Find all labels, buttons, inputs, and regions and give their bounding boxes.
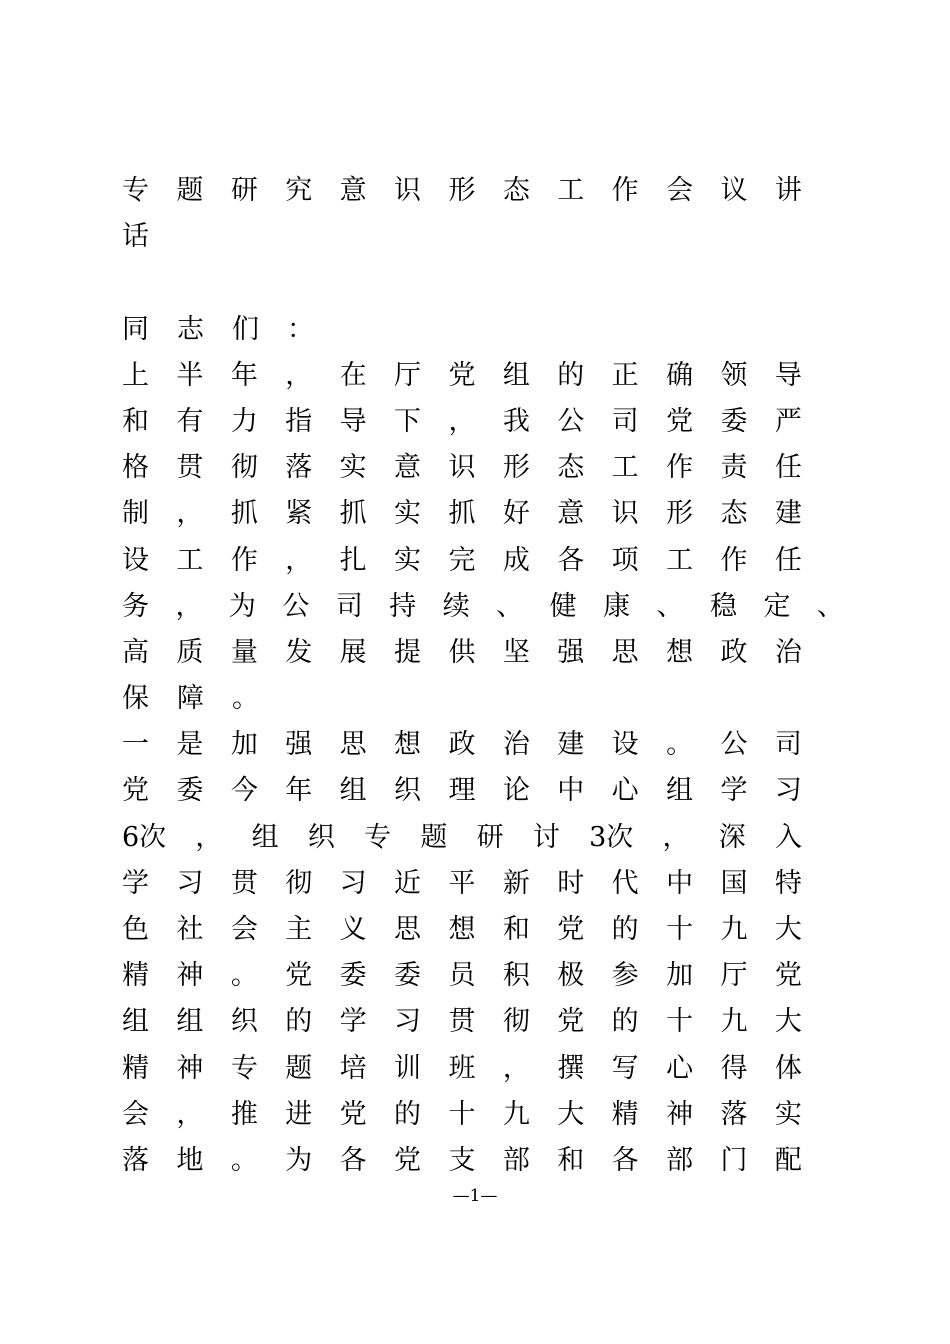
text-char: 思 [611, 636, 639, 668]
text-char: 设 [611, 729, 639, 761]
body-line [122, 999, 802, 1045]
text-char: 配 [774, 1144, 802, 1176]
text-char: 精 [122, 1052, 149, 1084]
text-char: 十 [666, 914, 694, 945]
text-char: 党 [666, 405, 694, 437]
text-char: 保 [122, 683, 149, 715]
text-char: 6次 [122, 821, 167, 853]
text-char: ， [195, 821, 223, 853]
text-char: 定 [763, 590, 791, 622]
text-char: 党 [557, 914, 585, 945]
text-char: 供 [448, 636, 476, 668]
text-char: ， [448, 405, 476, 437]
text-char: 强 [557, 636, 585, 668]
text-char: 为 [285, 1144, 313, 1176]
text-char: 会 [122, 1098, 149, 1130]
text-char: 加 [666, 960, 694, 992]
text-char: 织 [230, 1006, 258, 1038]
text-char: 责 [720, 452, 748, 484]
text-char: 任 [774, 452, 802, 484]
text-char: 成 [502, 544, 530, 576]
body-line [122, 399, 802, 445]
text-char: 大 [557, 1098, 585, 1130]
text-char: 组 [251, 821, 279, 853]
text-char: 设 [122, 544, 149, 576]
text-char: 论 [502, 775, 530, 807]
text-char: 落 [122, 1144, 149, 1176]
text-char: 专 [230, 1052, 258, 1084]
text-char: 支 [448, 1144, 476, 1176]
text-char: 党 [394, 1144, 422, 1176]
text-char: 实 [394, 544, 422, 576]
text-char: 项 [611, 544, 639, 576]
text-char: 领 [720, 359, 748, 391]
text-char: 积 [502, 960, 530, 992]
text-char: 志 [177, 313, 204, 345]
text-char: ， [285, 544, 313, 576]
text-char: ， [175, 590, 203, 622]
text-char: 坚 [502, 636, 530, 668]
text-char: 政 [720, 636, 748, 668]
text-char: 委 [339, 960, 367, 992]
text-char: 制 [122, 498, 149, 530]
text-char: 神 [176, 1052, 204, 1084]
body-line [122, 445, 802, 491]
text-char: 抓 [339, 498, 367, 530]
text-char: 的 [557, 359, 585, 391]
text-char: 班 [448, 1052, 476, 1084]
text-char: 下 [394, 405, 422, 437]
text-char: 量 [230, 636, 258, 668]
text-char: 党 [557, 1006, 585, 1038]
text-char: 态 [502, 175, 530, 206]
text-char: 落 [720, 1098, 748, 1130]
text-char: 强 [285, 729, 313, 761]
text-char: 是 [176, 729, 204, 761]
text-char: 实 [774, 1098, 802, 1130]
text-char: 讨 [532, 821, 560, 853]
text-char: 态 [720, 498, 748, 530]
text-char: 员 [448, 960, 476, 992]
text-char: 的 [285, 1006, 313, 1038]
text-char: 彻 [230, 452, 258, 484]
text-char: 工 [557, 175, 585, 206]
text-char: 的 [611, 1006, 639, 1038]
text-char: 作 [666, 452, 694, 484]
body-line [122, 1138, 802, 1184]
text-char: 特 [774, 867, 802, 899]
text-char: 务 [122, 590, 149, 622]
text-char: 想 [394, 729, 422, 761]
text-char: 、 [816, 590, 844, 622]
text-char: 委 [176, 775, 204, 807]
text-char: 我 [502, 405, 530, 437]
text-char: 公 [720, 729, 748, 761]
text-char: 极 [557, 960, 585, 992]
text-char: 训 [394, 1052, 422, 1084]
blank-line [122, 260, 802, 306]
text-char: 党 [339, 1098, 367, 1130]
text-char: 九 [720, 1006, 748, 1038]
text-char: 地 [176, 1144, 204, 1176]
text-char: 和 [502, 914, 530, 945]
text-char: 十 [666, 1006, 694, 1038]
text-char: 抓 [448, 498, 476, 530]
text-char: 彻 [285, 867, 313, 899]
text-char: 实 [339, 452, 367, 484]
text-char: 究 [285, 175, 313, 206]
text-char: 持 [389, 590, 417, 622]
text-char: 导 [774, 359, 802, 391]
text-char: 司 [611, 405, 639, 437]
text-char: 抓 [230, 498, 258, 530]
text-char: 会 [666, 175, 694, 206]
body-line [122, 861, 802, 907]
text-char: 党 [122, 775, 149, 807]
text-char: 任 [774, 544, 802, 576]
body-line [122, 630, 802, 676]
text-char: 建 [557, 729, 585, 761]
text-char: 贯 [448, 1006, 476, 1038]
text-char: 撰 [557, 1052, 585, 1084]
text-char: 义 [339, 914, 367, 945]
text-char: 工 [176, 544, 204, 576]
text-char: 得 [720, 1052, 748, 1084]
text-char: 织 [307, 821, 335, 853]
text-char: 3次 [589, 821, 634, 853]
text-char: 态 [557, 452, 585, 484]
text-char: 题 [420, 821, 448, 853]
text-char: 识 [394, 175, 422, 206]
text-char: 中 [666, 867, 694, 899]
text-char: 意 [557, 498, 585, 530]
text-char: 同 [122, 313, 149, 345]
text-char: 平 [448, 867, 476, 899]
text-char: 入 [774, 821, 802, 853]
text-char: 和 [122, 405, 149, 437]
text-char: 政 [448, 729, 476, 761]
text-char: 今 [230, 775, 258, 807]
text-char: 提 [394, 636, 422, 668]
text-char: 彻 [502, 1006, 530, 1038]
text-char: 司 [774, 729, 802, 761]
text-char: 进 [285, 1098, 313, 1130]
text-char: 委 [394, 960, 422, 992]
text-char: 落 [285, 452, 313, 484]
text-char: 正 [611, 359, 639, 391]
text-char: ， [662, 821, 690, 853]
text-char: 建 [774, 498, 802, 530]
text-char: 党 [285, 960, 313, 992]
text-char: 形 [666, 498, 694, 530]
title-line-2 [122, 214, 802, 260]
text-char: 有 [176, 405, 204, 437]
body-line [122, 768, 802, 814]
text-char: 写 [611, 1052, 639, 1084]
body-line [122, 538, 802, 584]
text-char: 厅 [720, 960, 748, 992]
text-char: 年 [230, 359, 258, 391]
text-char: 识 [611, 498, 639, 530]
text-char: 实 [394, 498, 422, 530]
text-char: 公 [282, 590, 310, 622]
text-char: 稳 [709, 590, 737, 622]
text-char: 党 [774, 960, 802, 992]
text-char: 专 [122, 175, 149, 206]
text-char: 大 [774, 914, 802, 945]
text-char: 习 [176, 867, 204, 899]
text-char: 。 [232, 683, 259, 715]
text-char: 研 [476, 821, 504, 853]
text-char: 织 [394, 775, 422, 807]
text-char: 想 [448, 914, 476, 945]
text-char: 确 [666, 359, 694, 391]
text-char: 作 [720, 544, 748, 576]
text-char: 司 [335, 590, 363, 622]
text-char: 意 [394, 452, 422, 484]
text-char: 扎 [339, 544, 367, 576]
text-char: 公 [557, 405, 585, 437]
text-char: 的 [394, 1098, 422, 1130]
text-char: 康 [603, 590, 631, 622]
text-char: 。 [230, 960, 258, 992]
body-line [122, 676, 802, 722]
body-line [122, 815, 802, 861]
text-char: 高 [122, 636, 149, 668]
text-char: 作 [611, 175, 639, 206]
text-char: 发 [285, 636, 313, 668]
text-char: 神 [176, 960, 204, 992]
text-char: 力 [230, 405, 258, 437]
text-char: 展 [339, 636, 367, 668]
text-char: 好 [502, 498, 530, 530]
text-char: 题 [176, 175, 204, 206]
text-char: 导 [339, 405, 367, 437]
body-line [122, 907, 802, 953]
text-char: 质 [176, 636, 204, 668]
text-char: 意 [339, 175, 367, 206]
text-char: 九 [502, 1098, 530, 1130]
text-char: 近 [394, 867, 422, 899]
text-char: 形 [502, 452, 530, 484]
text-char: 作 [230, 544, 258, 576]
document-text [122, 168, 844, 1184]
page-number: —1— [452, 1186, 498, 1206]
text-char: 社 [176, 914, 204, 945]
text-char: 一 [122, 729, 149, 761]
text-char: 代 [611, 867, 639, 899]
text-char: 贯 [230, 867, 258, 899]
text-char: 色 [122, 914, 149, 945]
text-char: 学 [122, 867, 149, 899]
text-char: 组 [176, 1006, 204, 1038]
text-char: 心 [611, 775, 639, 807]
text-char: 习 [339, 867, 367, 899]
text-char: 厅 [394, 359, 422, 391]
text-char: 九 [720, 914, 748, 945]
text-char: ， [176, 498, 204, 530]
text-char: ， [285, 359, 313, 391]
text-char: 培 [339, 1052, 367, 1084]
text-char: 十 [448, 1098, 476, 1130]
text-char: ， [502, 1052, 530, 1084]
body-line [122, 1092, 802, 1138]
text-char: 想 [666, 636, 694, 668]
text-char: 委 [720, 405, 748, 437]
title-line-1 [122, 168, 802, 214]
text-char: 主 [285, 914, 313, 945]
text-char: 和 [557, 1144, 585, 1176]
text-char: 精 [122, 960, 149, 992]
text-char: 国 [720, 867, 748, 899]
text-char: 在 [339, 359, 367, 391]
text-char: 新 [502, 867, 530, 899]
text-char: 严 [774, 405, 802, 437]
text-char: 、 [496, 590, 524, 622]
text-char: 障 [177, 683, 204, 715]
text-char: 续 [442, 590, 470, 622]
text-char: 上 [122, 359, 149, 391]
body-line [122, 953, 802, 999]
text-char: 的 [611, 914, 639, 945]
text-char: 议 [720, 175, 748, 206]
text-char: 、 [656, 590, 684, 622]
salutation [122, 307, 802, 353]
text-char: 学 [720, 775, 748, 807]
text-char: 组 [666, 775, 694, 807]
text-char: 精 [611, 1098, 639, 1130]
text-char: 学 [339, 1006, 367, 1038]
text-char: 指 [285, 405, 313, 437]
text-char: 。 [230, 1144, 258, 1176]
text-char: 推 [230, 1098, 258, 1130]
text-char: 体 [774, 1052, 802, 1084]
text-char: 思 [394, 914, 422, 945]
text-char: 讲 [774, 175, 802, 206]
text-char: 组 [339, 775, 367, 807]
text-char: 组 [122, 1006, 149, 1038]
text-char: 识 [448, 452, 476, 484]
text-char: 部 [502, 1144, 530, 1176]
text-char: ， [176, 1098, 204, 1130]
text-char: 紧 [285, 498, 313, 530]
text-char: 工 [611, 452, 639, 484]
text-char: 时 [557, 867, 585, 899]
text-char: 话 [122, 221, 149, 253]
text-char: 会 [230, 914, 258, 945]
text-char: 为 [228, 590, 256, 622]
text-char: 年 [285, 775, 313, 807]
text-char: 思 [339, 729, 367, 761]
text-char: 门 [720, 1144, 748, 1176]
body-line [122, 722, 802, 768]
text-char: 各 [611, 1144, 639, 1176]
text-char: 心 [666, 1052, 694, 1084]
text-char: 形 [448, 175, 476, 206]
text-char: 。 [666, 729, 694, 761]
text-char: 部 [666, 1144, 694, 1176]
text-char: 神 [666, 1098, 694, 1130]
text-char: 习 [774, 775, 802, 807]
text-char: 组 [502, 359, 530, 391]
text-char: 健 [549, 590, 577, 622]
text-char: 理 [448, 775, 476, 807]
text-char: 参 [611, 960, 639, 992]
body-line [122, 584, 844, 630]
text-char: 党 [448, 359, 476, 391]
text-char: 治 [774, 636, 802, 668]
text-char: 中 [557, 775, 585, 807]
text-char: 习 [394, 1006, 422, 1038]
text-char: 各 [339, 1144, 367, 1176]
body-line [122, 491, 802, 537]
text-char: 工 [666, 544, 694, 576]
text-char: 治 [502, 729, 530, 761]
body-line [122, 353, 802, 399]
text-char: 贯 [176, 452, 204, 484]
text-char: 半 [176, 359, 204, 391]
text-char: 研 [230, 175, 258, 206]
text-char: ： [287, 313, 314, 345]
text-char: 深 [718, 821, 746, 853]
text-char: 加 [230, 729, 258, 761]
body-line [122, 1046, 802, 1092]
text-char: 格 [122, 452, 149, 484]
text-char: 专 [364, 821, 392, 853]
text-char: 题 [285, 1052, 313, 1084]
text-char: 大 [774, 1006, 802, 1038]
text-char: 们 [232, 313, 259, 345]
text-char: 各 [557, 544, 585, 576]
text-char: 完 [448, 544, 476, 576]
